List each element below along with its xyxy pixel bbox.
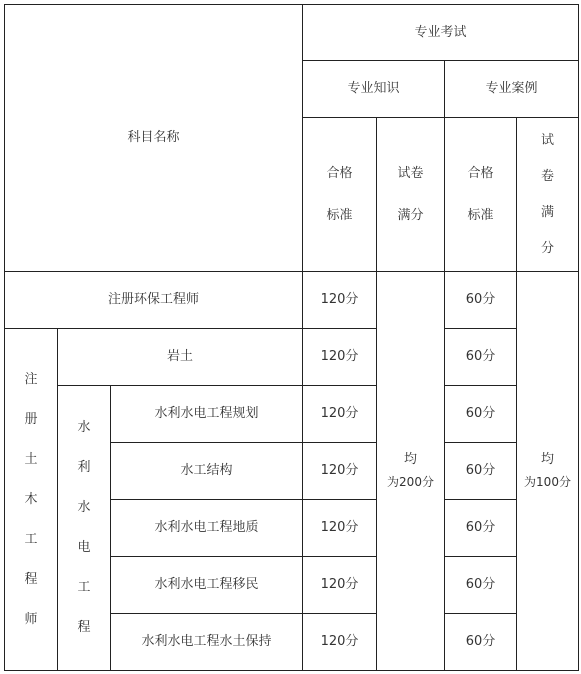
knowledge-pass-cell (303, 614, 377, 671)
row-name: 水利水电工程移民 (154, 577, 259, 593)
case-paper-char-1: 试 (541, 132, 555, 148)
case-pass-value: 60分 (465, 520, 496, 536)
case-pass-value: 60分 (465, 577, 496, 593)
professional-exam-label: 专业考试 (414, 24, 467, 40)
case-paper-char-2: 卷 (541, 168, 555, 184)
knowledge-pass-cell (303, 386, 377, 443)
case-pass-header (445, 118, 517, 272)
case-pass-value: 60分 (465, 349, 496, 365)
case-pass-cell (445, 443, 517, 500)
knowledge-pass-cell (303, 500, 377, 557)
case-full-marks-line-2: 为100分 (524, 475, 571, 489)
knowledge-paper-line-2: 满分 (397, 207, 424, 223)
knowledge-pass-line-1: 合格 (326, 165, 353, 181)
case-pass-value: 60分 (465, 292, 496, 308)
case-pass-line-1: 合格 (467, 165, 494, 181)
subject-name-label: 科目名称 (127, 130, 180, 146)
table-row (5, 386, 579, 443)
case-pass-value: 60分 (465, 634, 496, 650)
knowledge-full-marks-cell (377, 272, 445, 671)
civil-engineer-group-cell (5, 329, 58, 671)
row-name: 岩土 (166, 349, 193, 365)
hydro-char: 利 (77, 460, 91, 475)
hydro-char: 电 (77, 540, 91, 555)
hydro-char: 程 (77, 620, 91, 635)
civil-char: 工 (24, 531, 38, 547)
row-name-cell (111, 386, 303, 443)
knowledge-pass-value: 120分 (320, 406, 359, 422)
case-pass-value: 60分 (465, 463, 496, 479)
civil-char: 册 (24, 411, 38, 427)
subject-name-header (5, 5, 303, 272)
row-name: 水利水电工程水土保持 (141, 634, 272, 650)
knowledge-pass-value: 120分 (320, 520, 359, 536)
row-name-cell (111, 614, 303, 671)
knowledge-paper-line-1: 试卷 (397, 165, 424, 181)
case-pass-cell (445, 557, 517, 614)
case-paper-char-3: 满 (541, 204, 555, 220)
case-paper-char-4: 分 (541, 240, 555, 256)
row-name: 注册环保工程师 (107, 292, 199, 308)
knowledge-pass-cell (303, 557, 377, 614)
exam-score-table (4, 4, 579, 671)
civil-char: 土 (24, 451, 38, 467)
case-paper-header (517, 118, 579, 272)
row-name-cell (111, 500, 303, 557)
knowledge-pass-cell (303, 272, 377, 329)
row-name-cell (111, 557, 303, 614)
row-name-cell (58, 329, 303, 386)
civil-char: 木 (24, 491, 38, 507)
cases-label: 专业案例 (485, 81, 538, 97)
case-pass-cell (445, 329, 517, 386)
cases-header (445, 61, 579, 118)
row-name-cell (111, 443, 303, 500)
case-pass-cell (445, 614, 517, 671)
knowledge-pass-value: 120分 (320, 577, 359, 593)
hydro-engineering-group-cell (58, 386, 111, 671)
table-row (5, 329, 579, 386)
row-name-cell (5, 272, 303, 329)
knowledge-pass-header (303, 118, 377, 272)
knowledge-pass-cell (303, 329, 377, 386)
case-pass-cell (445, 272, 517, 329)
knowledge-paper-header (377, 118, 445, 272)
civil-char: 注 (24, 371, 38, 387)
knowledge-header (303, 61, 445, 118)
knowledge-pass-value: 120分 (320, 634, 359, 650)
knowledge-pass-value: 120分 (320, 292, 359, 308)
civil-char: 程 (24, 571, 38, 587)
table-row (5, 272, 579, 329)
knowledge-pass-line-2: 标准 (326, 207, 353, 223)
case-full-marks-line-1: 均 (541, 452, 555, 467)
civil-char: 师 (24, 611, 38, 627)
case-full-marks-cell (517, 272, 579, 671)
professional-exam-header (303, 5, 579, 61)
hydro-char: 工 (77, 580, 91, 595)
knowledge-full-marks-line-1: 均 (403, 452, 417, 467)
case-pass-cell (445, 500, 517, 557)
row-name: 水利水电工程规划 (154, 406, 259, 422)
knowledge-pass-value: 120分 (320, 349, 359, 365)
row-name: 水工结构 (180, 463, 233, 479)
case-pass-line-2: 标准 (467, 207, 494, 223)
case-pass-value: 60分 (465, 406, 496, 422)
row-name: 水利水电工程地质 (154, 520, 259, 536)
knowledge-pass-value: 120分 (320, 463, 359, 479)
case-pass-cell (445, 386, 517, 443)
hydro-char: 水 (77, 500, 91, 515)
knowledge-full-marks-line-2: 为200分 (387, 475, 434, 489)
knowledge-label: 专业知识 (347, 81, 400, 97)
knowledge-pass-cell (303, 443, 377, 500)
hydro-char: 水 (77, 420, 91, 435)
